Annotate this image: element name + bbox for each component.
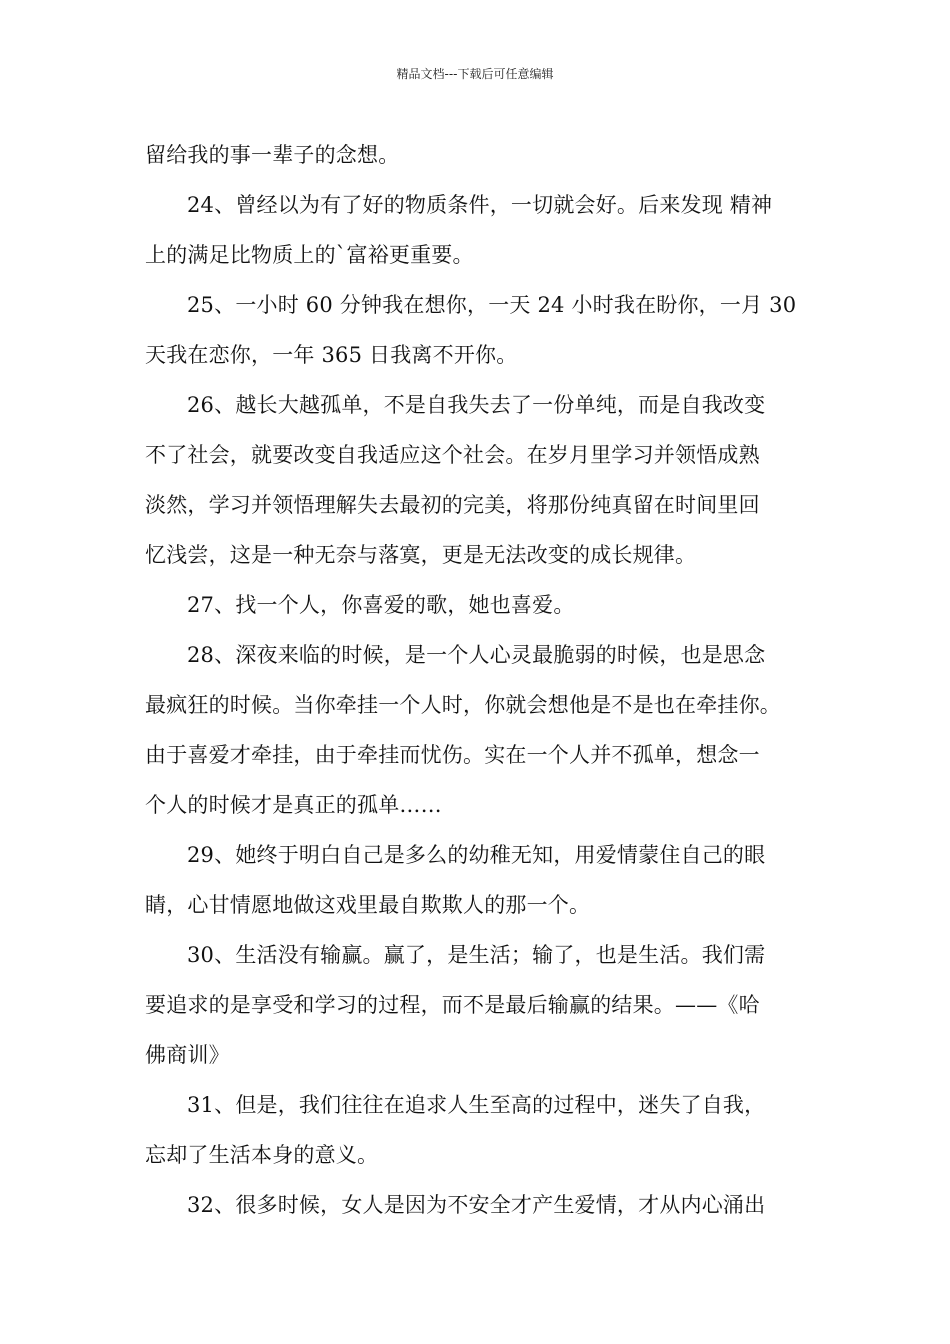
paragraph-25 <box>145 280 825 380</box>
text-line: 天我在恋你，一年 365 日我离不开你。 <box>145 343 518 367</box>
text-line: 个人的时候才是真正的孤单…… <box>145 793 442 817</box>
paragraph-28 <box>145 630 825 830</box>
paragraph-27 <box>145 580 825 630</box>
paragraph-30 <box>145 930 825 1080</box>
text-line: 不了社会，就要改变自我适应这个社会。在岁月里学习并领悟成熟 <box>145 443 760 467</box>
text-line: 最疯狂的时候。当你牵挂一个人时，你就会想他是不是也在牵挂你。 <box>145 693 781 717</box>
text-line: 25、一小时 60 分钟我在想你，一天 24 小时我在盼你，一月 30 <box>187 293 797 317</box>
text-line: 忆浅尝，这是一种无奈与落寞，更是无法改变的成长规律。 <box>145 543 697 567</box>
text-line: 要追求的是享受和学习的过程，而不是最后输赢的结果。——《哈 <box>145 993 760 1017</box>
paragraph-31 <box>145 1080 825 1180</box>
paragraph-24 <box>145 180 825 280</box>
text-line: 30、生活没有输赢。赢了，是生活；输了，也是生活。我们需 <box>187 943 766 967</box>
paragraph-continuation <box>145 130 825 180</box>
text-line: 由于喜爱才牵挂，由于牵挂而忧伤。实在一个人并不孤单，想念一 <box>145 743 760 767</box>
text-line: 忘却了生活本身的意义。 <box>145 1143 379 1167</box>
text-line: 29、她终于明白自己是多么的幼稚无知，用爱情蒙住自己的眼 <box>187 843 766 867</box>
text-line: 32、很多时候，女人是因为不安全才产生爱情，才从内心涌出 <box>187 1193 766 1217</box>
text-line: 淡然，学习并领悟理解失去最初的完美，将那份纯真留在时间里回 <box>145 493 760 517</box>
text-line: 27、找一个人，你喜爱的歌，她也喜爱。 <box>187 593 575 617</box>
text-line: 31、但是，我们往往在追求人生至高的过程中，迷失了自我， <box>187 1093 766 1117</box>
text-line: 留给我的事一辈子的念想。 <box>145 143 400 167</box>
paragraph-26 <box>145 380 825 580</box>
text-line: 佛商训》 <box>145 1043 230 1067</box>
paragraph-32 <box>145 1180 825 1230</box>
text-line: 26、越长大越孤单，不是自我失去了一份单纯，而是自我改变 <box>187 393 766 417</box>
page-header: 精品文档---下载后可任意编辑 <box>396 67 554 81</box>
text-line: 上的满足比物质上的`富裕更重要。 <box>145 243 474 267</box>
text-line: 28、深夜来临的时候，是一个人心灵最脆弱的时候，也是思念 <box>187 643 766 667</box>
document-body <box>145 130 825 1230</box>
text-line: 睛，心甘情愿地做这戏里最自欺欺人的那一个。 <box>145 893 591 917</box>
paragraph-29 <box>145 830 825 930</box>
text-line: 24、曾经以为有了好的物质条件，一切就会好。后来发现 精神 <box>187 193 773 217</box>
